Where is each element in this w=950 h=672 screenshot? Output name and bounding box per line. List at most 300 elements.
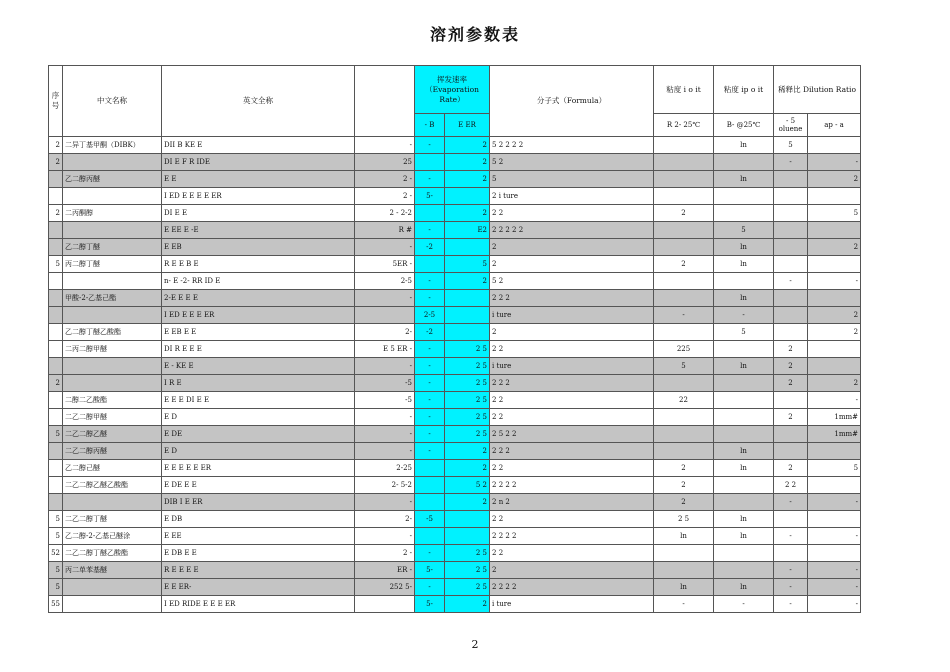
cell-evap-b: 2 (445, 137, 490, 154)
cell-dilution-a (774, 290, 808, 307)
cell-viscosity-2: ln (714, 528, 774, 545)
cell-evap-b: 5 2 (445, 477, 490, 494)
cell-viscosity-2: ln (714, 579, 774, 596)
cell-chinese-name: 二醇二乙酸酯 (63, 392, 162, 409)
cell-chinese-name: 二乙二醇丙醚 (63, 443, 162, 460)
cell-dilution-a: - (774, 528, 808, 545)
cell-evap-b (445, 188, 490, 205)
cell-dilution-b: - (808, 494, 861, 511)
cell-evap-a (415, 528, 445, 545)
cell-formula: 5 2 2 2 2 (490, 137, 654, 154)
cell-chinese-name: 丙二单苯基醚 (63, 562, 162, 579)
cell-evap-b: 2 (445, 273, 490, 290)
cell-viscosity-2: ln (714, 171, 774, 188)
cell-dilution-b: - (808, 154, 861, 171)
cell-viscosity-1: 2 (654, 477, 714, 494)
cell-chinese-name: 乙二醇丙醚 (63, 171, 162, 188)
cell-evap-b: 2 5 (445, 562, 490, 579)
header-seq: 序号 (49, 66, 63, 137)
cell-formula: 2 2 2 2 (490, 579, 654, 596)
cell-english-name: E D (162, 409, 355, 426)
cell-seq (49, 290, 63, 307)
cell-english-name: E - KE E (162, 358, 355, 375)
cell-chinese-name (63, 307, 162, 324)
cell-dilution-a (774, 307, 808, 324)
subheader-dilution-b: ap - a (808, 114, 861, 137)
cell-evap-a: - (415, 392, 445, 409)
cell-formula: 2 2 2 (490, 443, 654, 460)
cell-dilution-b: - (808, 392, 861, 409)
cell-value: 2- (355, 324, 415, 341)
cell-formula: 2 n 2 (490, 494, 654, 511)
cell-dilution-a (774, 256, 808, 273)
cell-viscosity-2 (714, 494, 774, 511)
cell-viscosity-2: 5 (714, 324, 774, 341)
cell-chinese-name (63, 273, 162, 290)
cell-formula: 5 2 (490, 273, 654, 290)
table-row (49, 137, 861, 154)
cell-dilution-a (774, 239, 808, 256)
cell-dilution-b: - (808, 273, 861, 290)
cell-chinese-name: 乙二醇丁醚乙酸酯 (63, 324, 162, 341)
cell-seq: 2 (49, 205, 63, 222)
cell-value: -5 (355, 375, 415, 392)
table-row (49, 545, 861, 562)
cell-viscosity-1 (654, 426, 714, 443)
cell-value: - (355, 494, 415, 511)
cell-viscosity-2: ln (714, 443, 774, 460)
cell-evap-b (445, 290, 490, 307)
cell-dilution-a (774, 171, 808, 188)
cell-chinese-name: 甲酸-2-乙基己酯 (63, 290, 162, 307)
cell-dilution-b: 1mm# (808, 426, 861, 443)
cell-dilution-a: - (774, 273, 808, 290)
cell-dilution-b: - (808, 596, 861, 613)
cell-viscosity-1: 22 (654, 392, 714, 409)
cell-english-name: E EE (162, 528, 355, 545)
table-row (49, 443, 861, 460)
cell-formula: 2 (490, 256, 654, 273)
cell-dilution-a (774, 426, 808, 443)
cell-evap-b: E2 (445, 222, 490, 239)
cell-value: - (355, 528, 415, 545)
cell-seq: 5 (49, 528, 63, 545)
cell-seq (49, 273, 63, 290)
cell-evap-b: 2 (445, 443, 490, 460)
table-row (49, 256, 861, 273)
header-chinese-name: 中文名称 (63, 66, 162, 137)
subheader-viscosity-2: B- @25℃ (714, 114, 774, 137)
cell-dilution-a (774, 545, 808, 562)
cell-viscosity-2: ln (714, 239, 774, 256)
cell-viscosity-1 (654, 562, 714, 579)
cell-viscosity-1 (654, 137, 714, 154)
cell-evap-b: 2 5 (445, 358, 490, 375)
cell-viscosity-2 (714, 392, 774, 409)
cell-dilution-b (808, 545, 861, 562)
cell-value: - (355, 290, 415, 307)
cell-viscosity-2 (714, 205, 774, 222)
cell-viscosity-2 (714, 375, 774, 392)
cell-chinese-name: 二乙二醇乙醚乙酸酯 (63, 477, 162, 494)
cell-chinese-name: 二丙酮醇 (63, 205, 162, 222)
cell-dilution-a: - (774, 596, 808, 613)
cell-seq (49, 239, 63, 256)
cell-chinese-name (63, 358, 162, 375)
cell-value: 2- 5-2 (355, 477, 415, 494)
cell-evap-b: 2 (445, 171, 490, 188)
table-row (49, 188, 861, 205)
cell-evap-b: 2 (445, 205, 490, 222)
cell-value: E 5 ER - (355, 341, 415, 358)
cell-value: 2 - (355, 171, 415, 188)
cell-viscosity-2: 5 (714, 222, 774, 239)
subheader-evap-a: - B (415, 114, 445, 137)
cell-value: - (355, 239, 415, 256)
table-header-row (49, 66, 861, 114)
cell-value: 2 - (355, 545, 415, 562)
cell-viscosity-2 (714, 188, 774, 205)
cell-dilution-b: - (808, 579, 861, 596)
cell-evap-b: 2 5 (445, 392, 490, 409)
cell-chinese-name: 二乙二醇丁醚 (63, 511, 162, 528)
cell-seq (49, 324, 63, 341)
cell-evap-a: - (415, 443, 445, 460)
page-number: 2 (471, 638, 479, 651)
cell-dilution-b: - (808, 562, 861, 579)
cell-evap-a: - (415, 426, 445, 443)
cell-english-name: R E E B E (162, 256, 355, 273)
cell-evap-b (445, 528, 490, 545)
cell-chinese-name: 二异丁基甲酮（DIBK） (63, 137, 162, 154)
cell-viscosity-1 (654, 239, 714, 256)
page-title: 溶剂参数表 (429, 25, 520, 44)
cell-viscosity-1: 2 (654, 460, 714, 477)
cell-evap-b: 2 (445, 596, 490, 613)
cell-value: ER - (355, 562, 415, 579)
table-row (49, 290, 861, 307)
cell-viscosity-2: ln (714, 511, 774, 528)
cell-seq (49, 460, 63, 477)
cell-english-name: E EB (162, 239, 355, 256)
cell-dilution-b (808, 341, 861, 358)
table-row (49, 596, 861, 613)
table-row (49, 409, 861, 426)
cell-english-name: E E E E E ER (162, 460, 355, 477)
cell-dilution-b (808, 137, 861, 154)
cell-evap-a: - (415, 171, 445, 188)
cell-dilution-a: 5 (774, 137, 808, 154)
cell-evap-b: 2 5 (445, 579, 490, 596)
cell-value: - (355, 358, 415, 375)
cell-viscosity-2 (714, 273, 774, 290)
table-row (49, 171, 861, 188)
cell-viscosity-2: ln (714, 137, 774, 154)
cell-viscosity-1: 2 5 (654, 511, 714, 528)
cell-evap-a: - (415, 375, 445, 392)
cell-formula: 2 5 2 2 (490, 426, 654, 443)
header-dilution-ratio: 稀释比 Dilution Ratio (774, 66, 861, 114)
table-row (49, 375, 861, 392)
cell-viscosity-2: ln (714, 460, 774, 477)
cell-viscosity-1: 5 (654, 358, 714, 375)
cell-formula: 2 (490, 239, 654, 256)
cell-evap-b (445, 324, 490, 341)
cell-viscosity-1 (654, 443, 714, 460)
subheader-dilution-a: - 5 oluene (774, 114, 808, 137)
cell-evap-b: 2 (445, 154, 490, 171)
cell-dilution-b (808, 443, 861, 460)
cell-evap-a: - (415, 545, 445, 562)
cell-seq (49, 188, 63, 205)
table-row (49, 579, 861, 596)
cell-formula: i ture (490, 358, 654, 375)
cell-dilution-a: 2 (774, 341, 808, 358)
cell-dilution-a: - (774, 579, 808, 596)
cell-viscosity-1 (654, 324, 714, 341)
cell-english-name: DI E E (162, 205, 355, 222)
cell-value: 2- (355, 511, 415, 528)
cell-english-name: I ED E E E ER (162, 307, 355, 324)
cell-evap-b: 2 5 (445, 375, 490, 392)
cell-evap-a (415, 460, 445, 477)
cell-english-name: E DB E E (162, 545, 355, 562)
cell-seq (49, 443, 63, 460)
cell-chinese-name (63, 222, 162, 239)
cell-viscosity-2 (714, 477, 774, 494)
cell-dilution-a: - (774, 154, 808, 171)
cell-formula: 2 2 2 2 (490, 477, 654, 494)
cell-seq: 2 (49, 375, 63, 392)
cell-chinese-name: 二乙二醇丁醚乙酸酯 (63, 545, 162, 562)
cell-english-name: E E ER- (162, 579, 355, 596)
cell-chinese-name: 丙二醇丁醚 (63, 256, 162, 273)
cell-dilution-a: 2 2 (774, 477, 808, 494)
header-english-name: 英文全称 (162, 66, 355, 137)
header-viscosity-2: 粘度 ip o it (714, 66, 774, 114)
cell-dilution-a: 2 (774, 358, 808, 375)
cell-seq: 5 (49, 579, 63, 596)
cell-formula: 2 2 2 (490, 375, 654, 392)
cell-viscosity-1: 2 (654, 205, 714, 222)
cell-english-name: I ED E E E E ER (162, 188, 355, 205)
cell-evap-a (415, 205, 445, 222)
cell-value (355, 596, 415, 613)
cell-value: - (355, 426, 415, 443)
table-row (49, 205, 861, 222)
cell-evap-b: 2 5 (445, 545, 490, 562)
cell-seq: 5 (49, 511, 63, 528)
cell-seq: 5 (49, 562, 63, 579)
table-row (49, 222, 861, 239)
cell-evap-a (415, 477, 445, 494)
cell-value: 252 5- (355, 579, 415, 596)
cell-dilution-b: 2 (808, 307, 861, 324)
cell-dilution-b: - (808, 528, 861, 545)
cell-seq (49, 392, 63, 409)
cell-evap-a (415, 256, 445, 273)
cell-evap-b: 2 (445, 494, 490, 511)
table-row (49, 477, 861, 494)
cell-chinese-name (63, 579, 162, 596)
cell-value: R # (355, 222, 415, 239)
cell-viscosity-2 (714, 562, 774, 579)
table-row (49, 239, 861, 256)
cell-seq (49, 494, 63, 511)
header-viscosity-1: 粘度 i o it (654, 66, 714, 114)
cell-dilution-b (808, 358, 861, 375)
cell-viscosity-2 (714, 154, 774, 171)
cell-evap-b (445, 511, 490, 528)
table-row (49, 562, 861, 579)
cell-seq (49, 171, 63, 188)
cell-viscosity-2 (714, 426, 774, 443)
cell-evap-a: 5- (415, 188, 445, 205)
cell-formula: 5 2 (490, 154, 654, 171)
cell-chinese-name: 二乙二醇甲醚 (63, 409, 162, 426)
table-row (49, 511, 861, 528)
cell-chinese-name (63, 188, 162, 205)
cell-viscosity-1: ln (654, 528, 714, 545)
table-row (49, 307, 861, 324)
cell-value: 2-25 (355, 460, 415, 477)
cell-viscosity-2 (714, 545, 774, 562)
cell-value: - (355, 443, 415, 460)
cell-viscosity-1 (654, 290, 714, 307)
cell-evap-a: -2 (415, 239, 445, 256)
cell-formula: 2 2 (490, 205, 654, 222)
cell-evap-a: - (415, 273, 445, 290)
cell-viscosity-1 (654, 171, 714, 188)
cell-english-name: E DE (162, 426, 355, 443)
cell-viscosity-1 (654, 375, 714, 392)
cell-viscosity-1: - (654, 596, 714, 613)
cell-chinese-name (63, 375, 162, 392)
cell-viscosity-1: 2 (654, 494, 714, 511)
cell-value: 2 - 2-2 (355, 205, 415, 222)
cell-formula: 2 2 (490, 409, 654, 426)
cell-dilution-b: 5 (808, 205, 861, 222)
cell-seq (49, 222, 63, 239)
cell-evap-b: 2 (445, 460, 490, 477)
cell-evap-a: -5 (415, 511, 445, 528)
cell-dilution-a: - (774, 494, 808, 511)
cell-dilution-a (774, 392, 808, 409)
cell-formula: 2 2 2 (490, 290, 654, 307)
cell-evap-b: 2 5 (445, 409, 490, 426)
cell-viscosity-1: 2 (654, 256, 714, 273)
cell-viscosity-1: 225 (654, 341, 714, 358)
cell-viscosity-2: - (714, 596, 774, 613)
table-row (49, 341, 861, 358)
cell-dilution-a: - (774, 562, 808, 579)
cell-chinese-name: 乙二醇丁醚 (63, 239, 162, 256)
cell-dilution-b: 2 (808, 239, 861, 256)
cell-viscosity-1 (654, 154, 714, 171)
cell-formula: 2 i ture (490, 188, 654, 205)
cell-english-name: E DE E E (162, 477, 355, 494)
cell-formula: i ture (490, 307, 654, 324)
cell-seq: 5 (49, 256, 63, 273)
cell-dilution-b (808, 188, 861, 205)
cell-seq: 2 (49, 137, 63, 154)
cell-viscosity-2: ln (714, 256, 774, 273)
cell-dilution-a: 2 (774, 375, 808, 392)
cell-viscosity-1 (654, 188, 714, 205)
cell-dilution-b (808, 256, 861, 273)
cell-seq: 55 (49, 596, 63, 613)
cell-seq (49, 307, 63, 324)
cell-dilution-b: 2 (808, 171, 861, 188)
cell-english-name: I R E (162, 375, 355, 392)
cell-english-name: n- E -2- RR ID E (162, 273, 355, 290)
cell-formula: 5 (490, 171, 654, 188)
cell-viscosity-2 (714, 341, 774, 358)
table-row (49, 528, 861, 545)
cell-evap-b (445, 307, 490, 324)
cell-formula: 2 2 (490, 341, 654, 358)
cell-dilution-b: 2 (808, 324, 861, 341)
cell-evap-a: 5- (415, 562, 445, 579)
cell-dilution-a (774, 188, 808, 205)
cell-dilution-a (774, 443, 808, 460)
table-body (49, 137, 861, 613)
header-evaporation-rate: 挥发速率（Evaporation Rate） (415, 66, 490, 114)
cell-seq: 52 (49, 545, 63, 562)
cell-english-name: E E E DI E E (162, 392, 355, 409)
cell-chinese-name (63, 596, 162, 613)
table-row (49, 392, 861, 409)
table-row (49, 154, 861, 171)
cell-english-name: DI R E E E (162, 341, 355, 358)
cell-chinese-name: 乙二醇-2-乙基己醚涂 (63, 528, 162, 545)
cell-value: 25 (355, 154, 415, 171)
cell-viscosity-2: - (714, 307, 774, 324)
cell-value: - (355, 137, 415, 154)
cell-formula: 2 2 (490, 545, 654, 562)
cell-value: -5 (355, 392, 415, 409)
cell-dilution-a (774, 205, 808, 222)
cell-chinese-name (63, 494, 162, 511)
cell-english-name: DII B KE E (162, 137, 355, 154)
cell-evap-a (415, 154, 445, 171)
cell-dilution-a (774, 324, 808, 341)
cell-dilution-b: 2 (808, 375, 861, 392)
cell-value (355, 307, 415, 324)
cell-evap-a: - (415, 290, 445, 307)
table-row (49, 358, 861, 375)
cell-evap-b: 2 5 (445, 426, 490, 443)
cell-english-name: E DB (162, 511, 355, 528)
cell-viscosity-2: ln (714, 290, 774, 307)
cell-formula: 2 2 (490, 392, 654, 409)
cell-evap-a: - (415, 222, 445, 239)
cell-evap-a: -2 (415, 324, 445, 341)
cell-viscosity-1 (654, 545, 714, 562)
subheader-viscosity-1: R 2- 25℃ (654, 114, 714, 137)
cell-dilution-a: 2 (774, 460, 808, 477)
cell-formula: 2 2 (490, 511, 654, 528)
cell-chinese-name: 二丙二醇甲醚 (63, 341, 162, 358)
cell-viscosity-2 (714, 409, 774, 426)
cell-evap-a: - (415, 341, 445, 358)
cell-value: - (355, 409, 415, 426)
cell-value: 2 - (355, 188, 415, 205)
subheader-evap-b: E ER (445, 114, 490, 137)
cell-evap-a: - (415, 409, 445, 426)
cell-dilution-b (808, 222, 861, 239)
cell-seq: 2 (49, 154, 63, 171)
